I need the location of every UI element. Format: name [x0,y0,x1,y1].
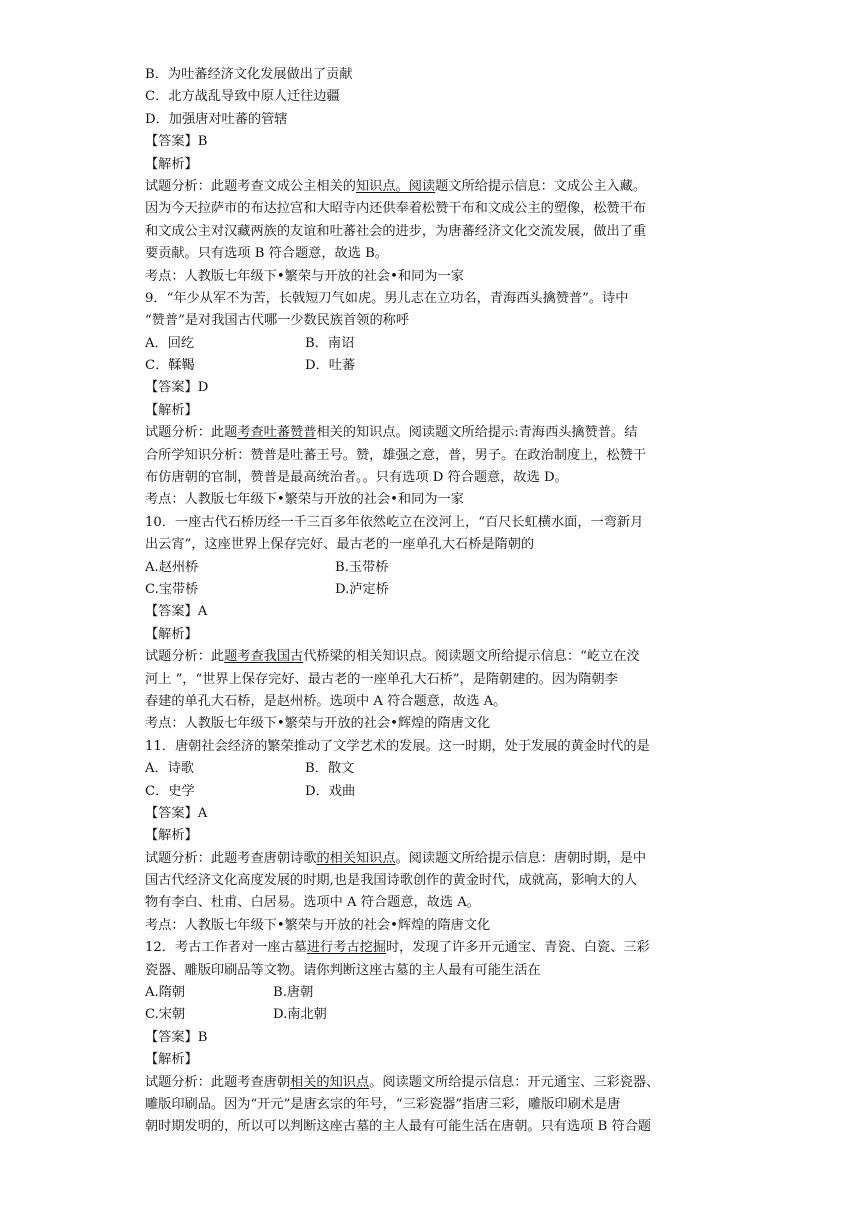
analysis-line: 国古代经济文化高度发展的时期,也是我国诗歌创作的黄金时代，成就高，影响大的人 [145,873,638,889]
option-b: B．为吐蕃经济文化发展做出了贡献 [145,67,353,82]
option-a: A．回纥 [145,335,195,351]
option-a: A．诗歌 [145,761,195,777]
analysis-header-q8: 【解析】 [145,156,198,172]
knowledge-point-q9: 考点：人教版七年级下•繁荣与开放的社会•和同为一家 [145,492,464,508]
analysis-line: 春建的单孔大石桥，是赵州桥。选项中 A 符合题意，故选 A。 [145,693,507,709]
analysis-line: 物有李白、杜甫、白居易。选项中 A 符合题意，故选 A。 [145,895,480,911]
analysis-header-q11: 【解析】 [145,828,198,844]
answer-q11: 【答案】A [145,805,208,821]
analysis-line: 和文成公主对汉藏两族的友谊和吐蕃社会的进步，为唐蕃经济文化交流发展，做出了重 [145,223,647,239]
question-12-stem: 12．考古工作者对一座古墓进行考古挖掘时，发现了许多开元通宝、青瓷、白瓷、三彩 [145,940,650,956]
knowledge-point-q8: 考点：人教版七年级下•繁荣与开放的社会•和同为一家 [145,268,464,284]
option-c: C.宋朝 [145,1007,186,1023]
analysis-line: 试题分析：此题考查唐朝诗歌的相关知识点。阅读题文所给提示信息：唐朝时期，是中 [145,850,647,866]
analysis-line: 要贡献。只有选项 B 符合题意，故选 B。 [145,246,388,262]
answer-q10: 【答案】A [145,604,208,620]
option-b: B.唐朝 [273,985,314,1001]
options-row [145,1004,725,1026]
option-d: D．吐蕃 [305,358,356,374]
question-12-stem: 瓷器、雕版印刷品等文物。请你判断这座古墓的主人最有可能生活在 [145,962,541,978]
question-11-stem: 11．唐朝社会经济的繁荣推动了文学艺术的发展。这一时期，处于发展的黄金时代的是 [145,738,650,754]
options-row [145,557,725,579]
option-d: D.南北朝 [273,1007,327,1023]
analysis-line: 因为今天拉萨市的布达拉宫和大昭寺内还供奉着松赞干布和文成公主的塑像，松赞干布 [145,201,647,217]
option-c: C．鞣鞨 [145,358,195,374]
option-d: D．戏曲 [305,783,356,799]
options-row [145,781,725,803]
analysis-line: 试题分析：此题考查文成公主相关的知识点。阅读题文所给提示信息：文成公主入藏。 [145,178,647,194]
answer-q9: 【答案】D [145,380,209,396]
option-a: A.隋朝 [145,985,186,1001]
option-c: C.宝带桥 [145,581,199,597]
answer-q8: 【答案】B [145,134,208,150]
knowledge-point-q10: 考点：人教版七年级下•繁荣与开放的社会•辉煌的隋唐文化 [145,716,491,732]
analysis-line: 布仿唐朝的官制，赞普是最高统治者。。只有选项 D 符合题意，故选 D。 [145,470,568,486]
analysis-header-q9: 【解析】 [145,402,198,418]
option-b: B.玉带桥 [335,559,389,575]
analysis-header-q12: 【解析】 [145,1052,198,1068]
option-c: C．史学 [145,783,195,799]
options-row [145,579,725,601]
knowledge-point-q11: 考点：人教版七年级下•繁荣与开放的社会•辉煌的隋唐文化 [145,917,491,933]
analysis-line: 试题分析：此题考查我国古代桥梁的相关知识点。阅读题文所给提示信息：“屹立在洨 [145,649,640,665]
analysis-line: 河上 ”，“世界上保存完好、最古老的一座单孔大石桥”，是隋朝建的。因为隋朝李 [145,671,618,687]
options-row [145,982,725,1004]
options-row [145,758,725,780]
option-d: D．加强唐对吐蕃的管辖 [145,111,288,127]
analysis-line: 试题分析：此题考查唐朝相关的知识点。阅读题文所给提示信息：开元通宝、三彩瓷器、 [145,1074,660,1090]
analysis-line: 朝时期发明的，所以可以判断这座古墓的主人最有可能生活在唐朝。只有选项 B 符合题 [145,1119,652,1135]
analysis-header-q10: 【解析】 [145,626,198,642]
question-10-stem: 出云宵”，这座世界上保存完好、最古老的一座单孔大石桥是隋朝的 [145,537,535,553]
option-c: C．北方战乱导致中原人迁往边疆 [145,89,340,105]
option-b: B．南诏 [305,335,355,351]
question-10-stem: 10．一座古代石桥历经一千三百多年依然屹立在洨河上，“百尺长虹横水面，一弯新月 [145,514,644,530]
analysis-line: 雕版印刷品。因为“开元”是唐玄宗的年号，“三彩瓷器”指唐三彩，雕版印刷术是唐 [145,1096,621,1112]
analysis-line: 合所学知识分析：赞普是吐蕃王号。赞，雄强之意，普，男子。在政治制度上，松赞干 [145,447,647,463]
analysis-line: 试题分析：此题考查吐蕃赞普相关的知识点。阅读题文所给提示:青海西头擒赞普。结 [145,425,638,441]
options-row [145,333,725,355]
question-9-stem: 9．“年少从军不为苦，长戟短刀气如虎。男儿志在立功名，青海西头擒赞普”。诗中 [145,290,629,306]
answer-q12: 【答案】B [145,1029,208,1045]
option-a: A.赵州桥 [145,559,199,575]
option-b: B．散文 [305,761,355,777]
question-9-stem: “赞普”是对我国古代哪一少数民族首领的称呼 [145,313,410,329]
document-page [145,64,725,1139]
options-row [145,355,725,377]
option-d: D.泸定桥 [335,581,389,597]
